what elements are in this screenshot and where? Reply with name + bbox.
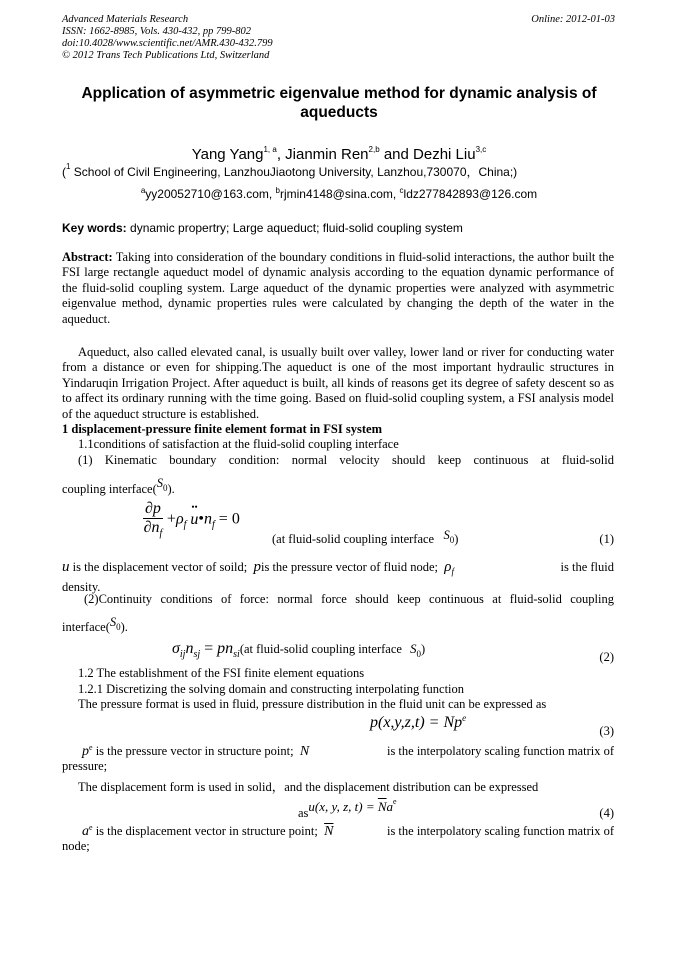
eq3-definitions: $p^e$ is the pressure vector in structure point; N is the interpolatory scaling function matrix of pressure; [62, 743, 614, 774]
section-1-2-1-heading: 1.2.1 Discretizing the solving domain and constructing interpolating function [78, 682, 465, 696]
equation-3: $p(x,y,z,t) = Np^e$ [370, 713, 467, 731]
paper-title: Application of asymmetric eigenvalue method for dynamic analysis of aqueducts [81, 85, 597, 121]
affiliation: ($^1$ School of Civil Engineering, LanzhouJiaotong University, Lanzhou,730070，China;) [62, 162, 518, 179]
equation-3-number: (3) [599, 724, 614, 738]
eq1-definitions: u is the displacement vector of soild; pis the pressure vector of fluid node; $\rho_f$ is the fluid density. [62, 559, 614, 594]
eq4-definitions: $a^e$ is the displacement vector in structure point; $\overline{N}$ is the interpolatory scaling function matrix of node; [62, 823, 614, 854]
equation-1-condition: (at fluid-solid coupling interface $S_0$) [272, 528, 459, 546]
pressure-format-text: The pressure format is used in fluid, pressure distribution in the fluid unit can be expressed as [78, 697, 547, 711]
equation-4: $_{as}$u(x, y, z, $t) = \overline{N}a^e$ [298, 797, 397, 820]
equation-2: $\sigma_{ij}n_{sj} = pn_{si}(at$ fluid-solid coupling interface $S_0$) [172, 640, 426, 661]
journal-name: Advanced Materials Research [62, 14, 189, 25]
kinematic-condition-line2: coupling $interface(S_0)$. [62, 476, 175, 496]
copyright-line: © 2012 Trans Tech Publications Ltd, Switzerland [62, 50, 270, 61]
equation-1-number: (1) [599, 532, 614, 546]
equation-4-number: (4) [599, 806, 614, 820]
displacement-form-text: The displacement form is used in solid，and the displacement distribution can be expressed [78, 780, 539, 794]
section-1-heading: 1 displacement-pressure finite element format in FSI system [62, 422, 382, 436]
intro-paragraph: Aqueduct, also called elevated canal, is usually built over valley, lower land or river for conducting water from a distance or even for shipping.The aqueduct is one of the most important hydraulic structures in Yindaruqin Irrigation Project. After aqueduct is built, all kinds of reasons get its degree of safety descent so as to affect its ordinary running with the time going. Based on fluid-solid coupling system, a FSI analysis model of the aqueduct structure is established. [62, 345, 614, 421]
abstract: Abstract: Taking into consideration of the boundary conditions in fluid-solid interactions, the author built the FSI large rectangle aqueduct model of dynamic analysis according to the equation dynamic performance of the fluid-solid coupling system. Large aqueduct of the dynamic properties were analyzed with asymmetric eigenvalue method, dynamic properties rules were calculated by changing the depth of the water in the aqueduct. [62, 250, 614, 326]
section-1-2-heading: 1.2 The establishment of the FSI finite element equations [78, 666, 365, 680]
equation-2-number: (2) [599, 650, 614, 664]
equation-1: $\frac{\partial p}{\partial n_f}$ $+\rho_f$ u •• $•n_f = 0$ [143, 500, 240, 540]
continuity-condition-line: (2)Continuity conditions of force: normal force should keep continuous at fluid-solid coupling [84, 592, 614, 606]
online-date: Online: 2012-01-03 [531, 14, 615, 25]
author-list: Yang Yang$^{1, a}$, Jianmin Ren$^{2,b}$ and Dezhi Liu$^{3,c}$ [191, 145, 487, 163]
section-1-1-heading: 1.1conditions of satisfaction at the fluid-solid coupling interface [78, 437, 399, 451]
doi-line: doi:10.4028/www.scientific.net/AMR.430-432.799 [62, 38, 273, 49]
keywords: Key words: dynamic propertry; Large aqueduct; fluid-solid coupling system [62, 221, 463, 235]
author-emails: $^a$yy20052710@163.com, $^b$rjmin4148@sina.com, $^c$ldz277842893@126.com [140, 186, 538, 201]
issn-line: ISSN: 1662-8985, Vols. 430-432, pp 799-802 [62, 26, 251, 37]
continuity-condition-line2: $interface(S_0)$. [62, 615, 128, 634]
kinematic-condition-line: (1) Kinematic boundary condition: normal velocity should keep continuous at fluid-solid [78, 453, 614, 467]
